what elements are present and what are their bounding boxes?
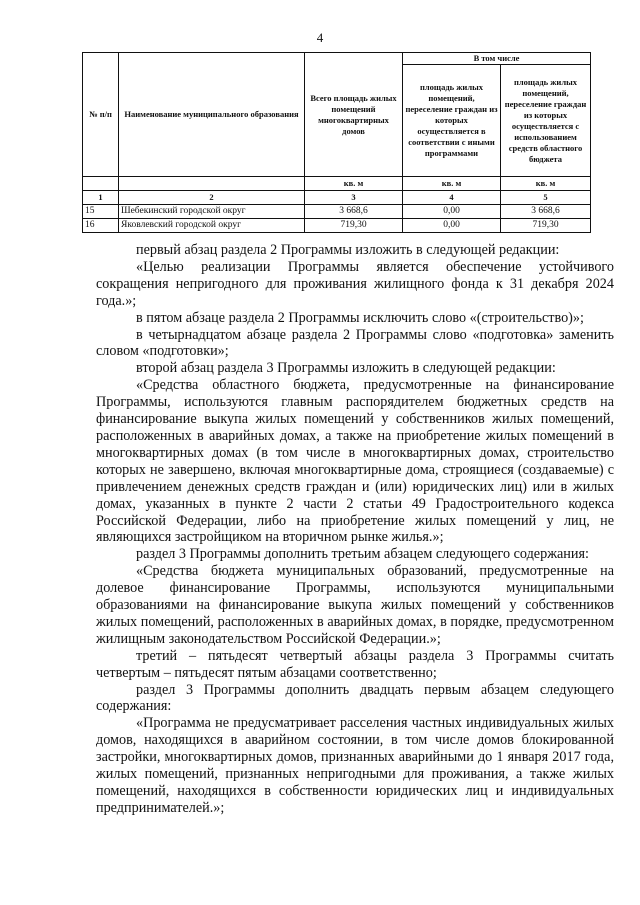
document-body — [96, 242, 614, 817]
header-other-programs: площадь жилых помещений, переселение граждан из которых осуществляется в соответствии с иными программами — [403, 65, 501, 177]
paragraph: второй абзац раздела 3 Программы изложить в следующей редакции: — [136, 360, 556, 377]
paragraph: раздел 3 Программы дополнить третьим абзацем следующего содержания: — [136, 546, 589, 563]
table-row — [83, 219, 591, 233]
header-including: В том числе — [403, 53, 591, 65]
unit-label: кв. м — [501, 177, 591, 191]
paragraph: «Программа не предусматривает расселения частных индивидуальных жилых домов, находящихся в аварийном состоянии, в том числе домов блокированной застройки, многоквартирных домов, признанных аварийными до 1 января 2017 года, жилых помещений, признанных непригодными для проживания, а также жилых помещений, находящихся в собственности юридических лиц и индивидуальных предпринимателей.»; — [96, 715, 614, 816]
row-total: 3 668,6 — [305, 205, 403, 219]
column-number: 2 — [119, 191, 305, 205]
paragraph: в пятом абзаце раздела 2 Программы исключить слово «(строительство)»; — [136, 309, 584, 326]
header-name: Наименование муниципального образования — [119, 53, 305, 177]
paragraph: «Средства бюджета муниципальных образований, предусмотренные на долевое финансирование Программы, используются муниципальными образованиями на финансирование выкупа жилых помещений у собственников жилых помещений, расположенных в аварийных домах, в порядке, предусмотренном жилищным законодательством Российской Федерации.»; — [96, 563, 614, 647]
row-num: 15 — [83, 205, 119, 219]
header-total-area: Всего площадь жилых помещений многоквартирных домов — [305, 53, 403, 177]
paragraph: «Средства областного бюджета, предусмотренные на финансирование Программы, используются главным распорядителем бюджетных средств на финансирование выкупа жилых помещений у собственников жилых помещений, расположенных в аварийных домах, а также на приобретение жилых помещений в многоквартирных домах (в том числе в многоквартирных домах, строительство которых не завершено, включая многоквартирные дома, строящиеся (создаваемые) с привлечением денежных средств граждан и (или) юридических лиц) или в жилых домах, указанных в пункте 2 части 2 статьи 49 Градостроительного кодекса Российской Федерации, либо на приобретение жилых помещений у лиц, не являющихся застройщиком на вторичном рынке жилья.»; — [96, 377, 614, 546]
paragraph: первый абзац раздела 2 Программы изложить в следующей редакции: — [136, 242, 560, 258]
row-name: Шебекинский городской округ — [119, 205, 305, 219]
column-number: 4 — [403, 191, 501, 205]
unit-label: кв. м — [305, 177, 403, 191]
units-empty — [83, 177, 119, 191]
paragraph: раздел 3 Программы дополнить двадцать первым абзацем следующего содержания: — [96, 681, 614, 715]
area-table — [82, 52, 591, 233]
column-number: 3 — [305, 191, 403, 205]
row-num: 16 — [83, 219, 119, 233]
page-number: 4 — [316, 30, 324, 45]
row-other: 0,00 — [403, 205, 501, 219]
paragraph: третий – пятьдесят четвертый абзацы раздела 3 Программы считать четвертым – пятьдесят пятым абзацами соответственно; — [96, 647, 614, 681]
row-other: 0,00 — [403, 219, 501, 233]
paragraph: «Целью реализации Программы является обеспечение устойчивого сокращения непригодного для проживания жилищного фонда к 31 декабря 2024 года.»; — [96, 258, 614, 309]
table-row — [83, 205, 591, 219]
column-number: 5 — [501, 191, 591, 205]
paragraph: в четырнадцатом абзаце раздела 2 Программы слово «подготовка» заменить словом «подготовки»; — [96, 326, 614, 360]
column-number: 1 — [83, 191, 119, 205]
row-regional: 719,30 — [501, 219, 591, 233]
unit-label: кв. м — [403, 177, 501, 191]
units-empty — [119, 177, 305, 191]
row-name: Яковлевский городской округ — [119, 219, 305, 233]
header-num: № п/п — [83, 53, 119, 177]
header-regional-budget: площадь жилых помещений, переселение граждан из которых осуществляется с использованием средств областного бюджета — [501, 65, 591, 177]
row-total: 719,30 — [305, 219, 403, 233]
row-regional: 3 668,6 — [501, 205, 591, 219]
